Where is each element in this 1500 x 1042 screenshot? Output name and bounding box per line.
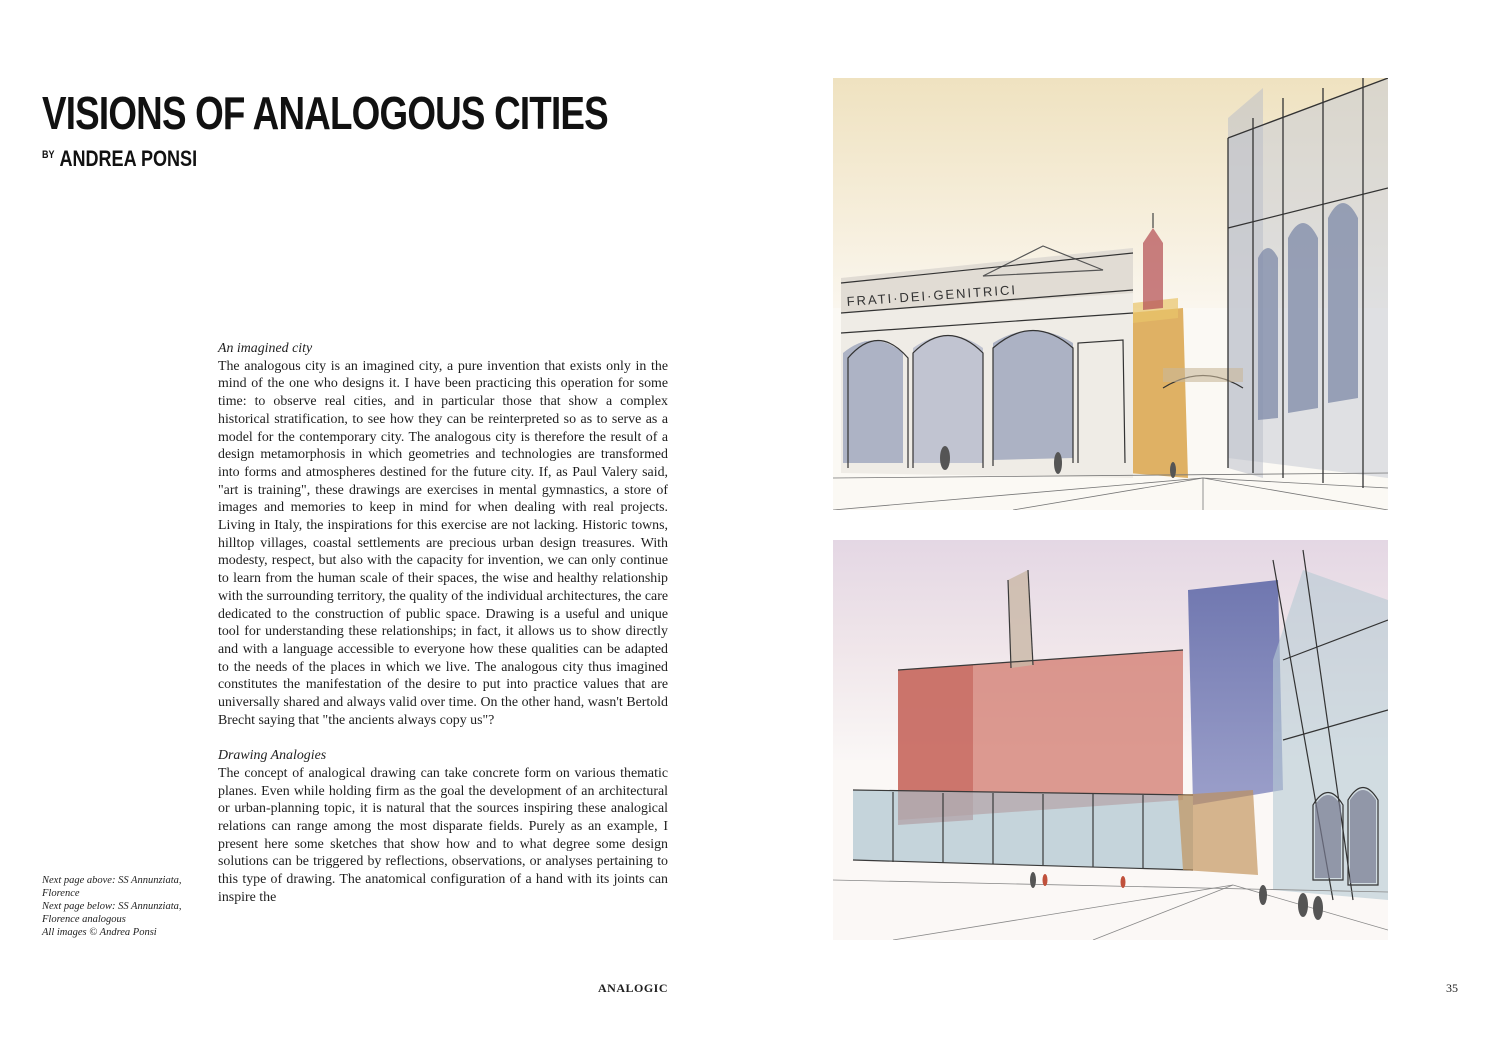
section-heading: Drawing Analogies: [218, 748, 327, 764]
section-paragraph: The analogous city is an imagined city, a pure invention that exists only in the mind of the one who designs it. I have been practicing this operation for some time: to observe real cities, and in particular those that show a complex historical stratification, to see how they can be reinterpreted so as to serve as a model for the contemporary city. The analogous city is therefore the result of a design metamorphosis in which geometries and technologies are transformed into forms and atmospheres destined for the future city. If, as Paul Valery said, "art is training", these drawings are exercises in mental gymnastics, a store of images and memories to keep in mind for when dealing with real projects. Living in Italy, the inspirations for this exercise are not lacking. Historic towns, hilltop villages, coastal settlements are precious urban design treasures. With modesty, respect, but also with the capacity for invention, we can only continue to learn from the human scale of their spaces, the wise and healthy relationship with the surrounding territory, the quality of the individual architectures, the care dedicated to the construction of public space. Drawing is a useful and unique tool for understanding these relationships; in fact, it allows us to show directly and with a language accessible to everyone how these qualities can be adapted to the needs of the places in which we live. The analogous city thus imagined constitutes the manifestation of the desire to put into practice values that are universally shared and always valid over time. On the other hand, wasn't Bertold Brecht saying that "the ancients always copy us"?: [218, 358, 669, 728]
author-name: ANDREA PONSI: [59, 146, 198, 171]
article-title: VISIONS OF ANALOGOUS CITIES: [42, 87, 608, 139]
sketch-inscription: FRATI·DEI·GENITRICI: [846, 282, 1018, 309]
section-heading: An imagined city: [218, 341, 313, 356]
byline-prefix: BY: [42, 149, 55, 161]
paragraph-gap: [218, 729, 668, 747]
sketch-analogous-image: [833, 540, 1388, 940]
page-number: 35: [1446, 981, 1458, 995]
caption-line: Next page above: SS Annunziata, Florence: [42, 875, 182, 899]
caption-line: All images © Andrea Ponsi: [42, 927, 157, 938]
caption-line: Next page below: SS Annunziata, Florence analogous: [42, 901, 182, 925]
article-body: [218, 340, 668, 906]
sketch-annunziata-image: [833, 78, 1388, 510]
magazine-name: ANALOGIC: [598, 981, 669, 995]
section-paragraph: The concept of analogical drawing can take concrete form on various thematic planes. Even while holding firm as the goal the development of an architectural or urban-planning topic, it is natural that the sources inspiring these analogical relations can range among the most disparate fields. Purely as an example, I present here some sketches that show how and to what degree some design solutions can be triggered by reflections, observations, or analyses pertaining to this type of drawing. The anatomical configuration of a hand with its joints can inspire the: [218, 765, 668, 905]
image-caption: [42, 874, 202, 939]
article-byline: [42, 140, 197, 174]
